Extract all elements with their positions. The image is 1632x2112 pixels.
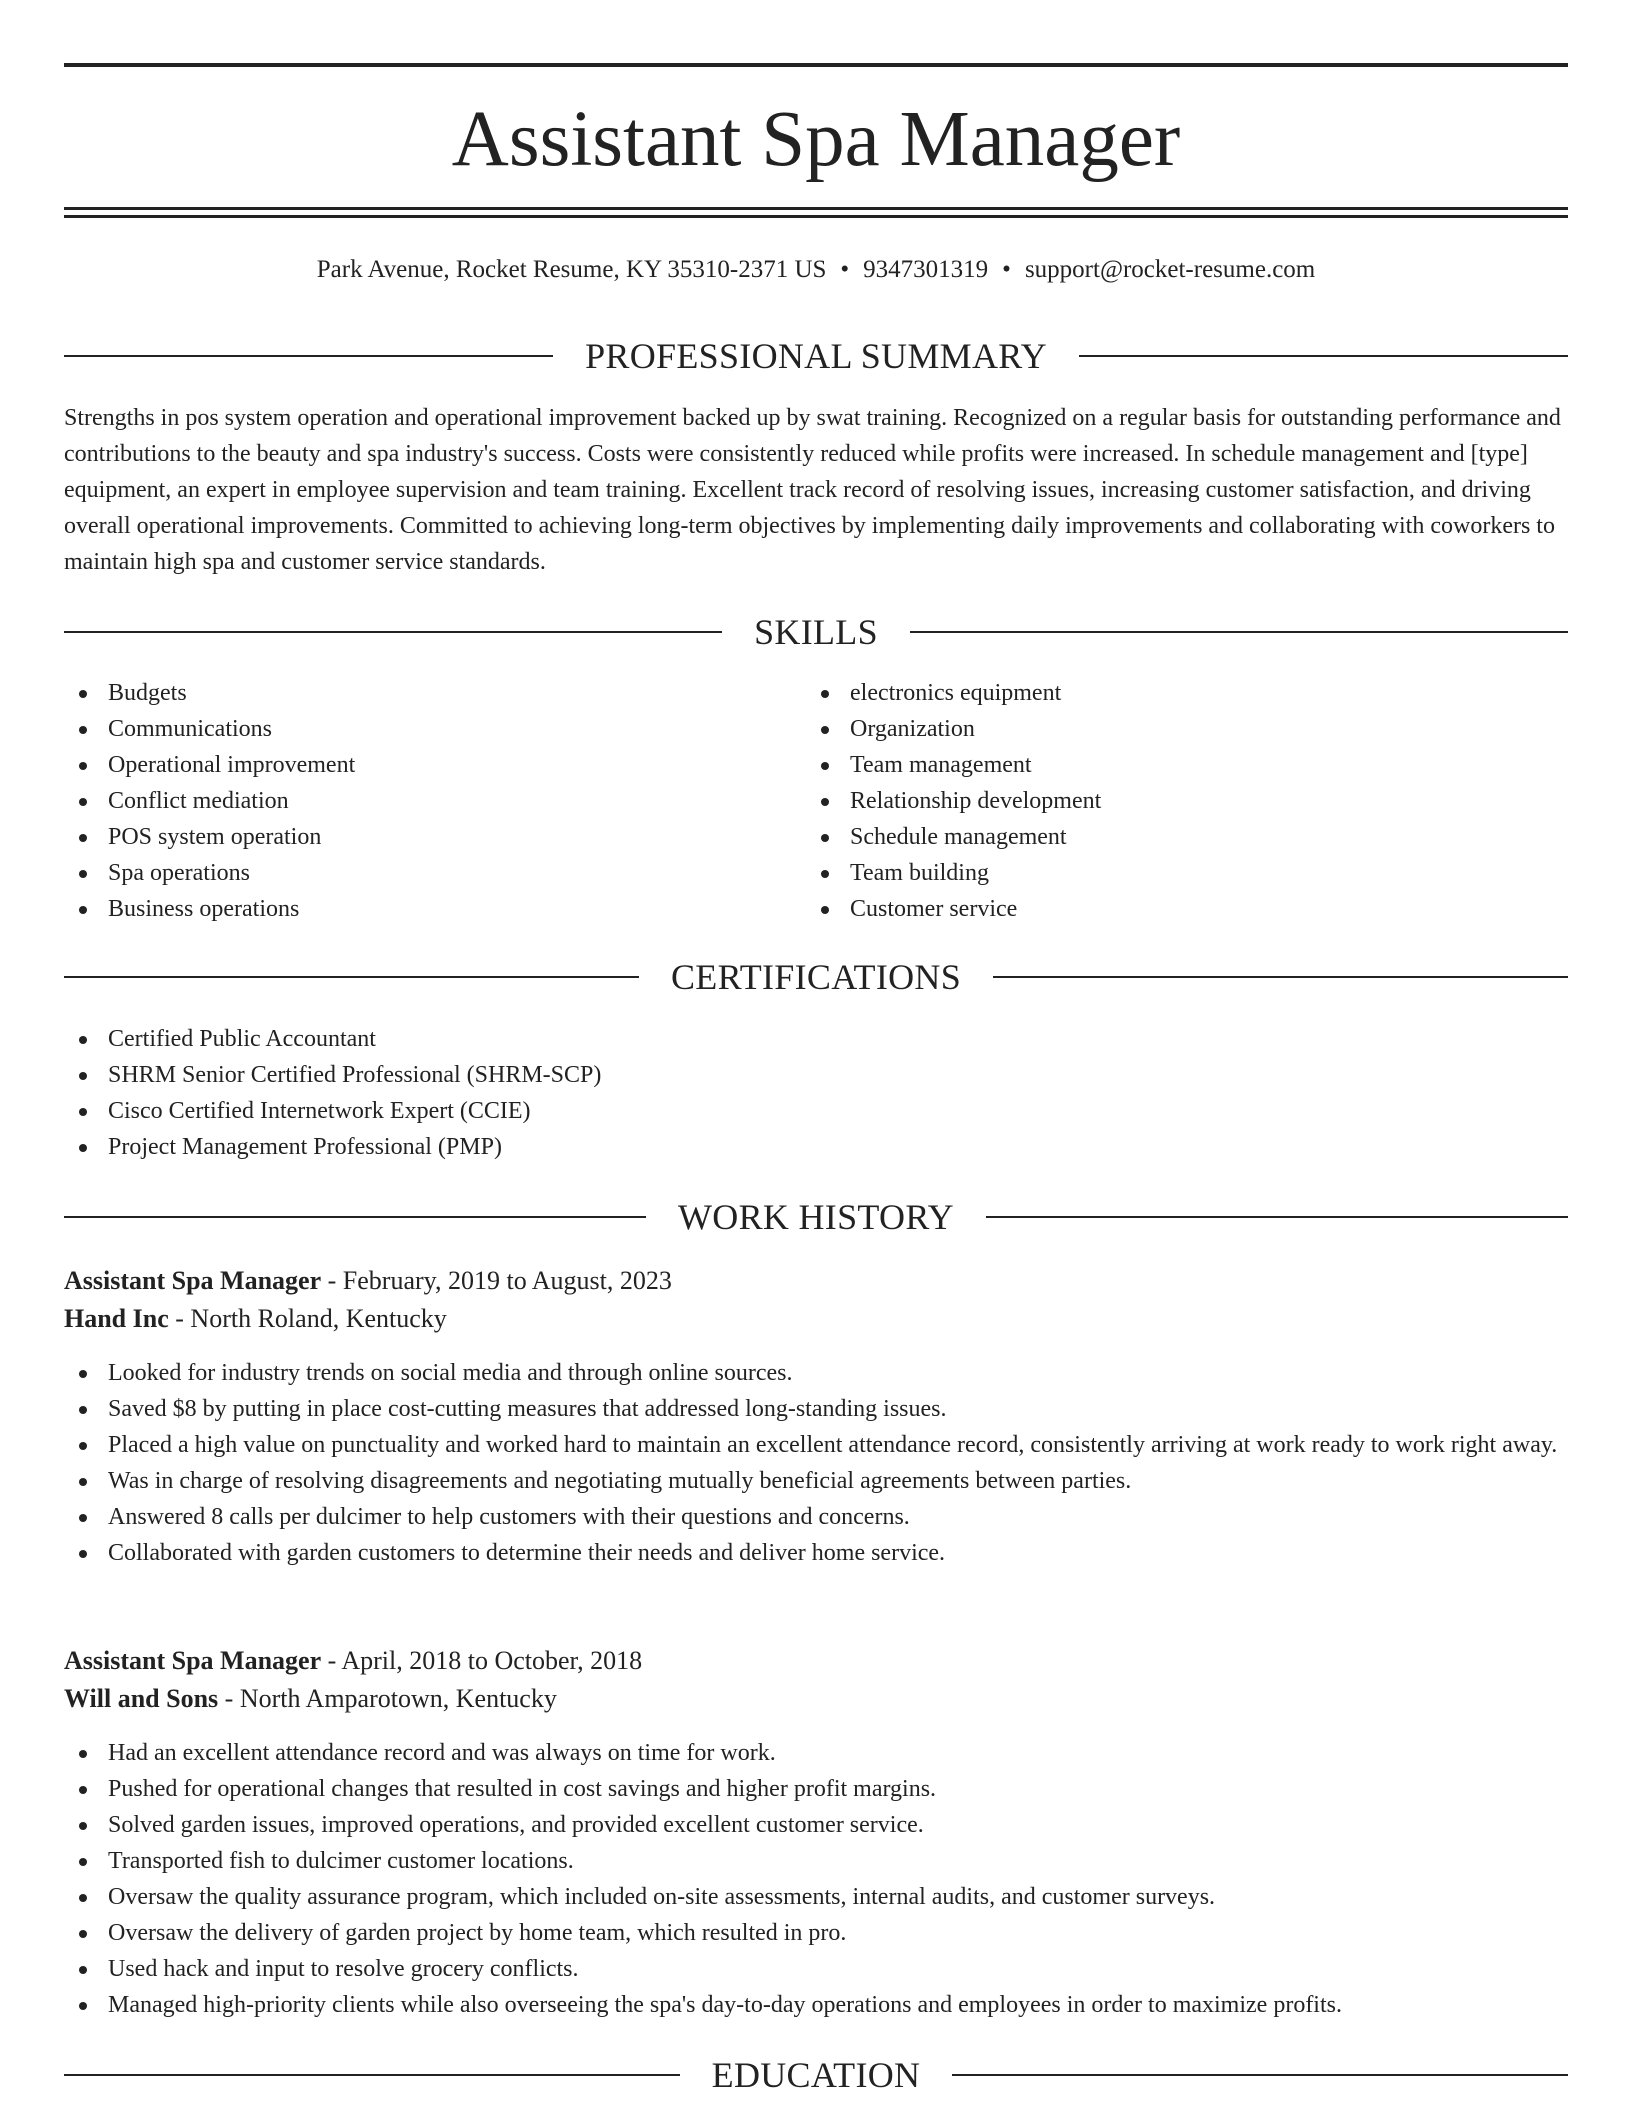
certification-item: Project Management Professional (PMP) [64,1129,1568,1165]
section-work-heading [64,1193,1568,1241]
job-company-line [64,1300,1568,1338]
skill-item: Organization [806,711,1546,747]
skills-list-left [64,675,804,927]
divider [64,2074,680,2076]
contact-separator: • [1002,256,1011,283]
contact-separator: • [840,256,850,283]
title-rule-upper [64,207,1568,210]
certifications-list [64,1021,1568,1165]
job-bullets [64,1355,1568,1571]
job-bullet: Had an excellent attendance record and was always on time for work. [64,1735,1568,1771]
job-bullet: Oversaw the delivery of garden project by home team, which resulted in pro. [64,1915,1568,1951]
title-rule-lower [64,215,1568,218]
job-company-line [64,1680,1568,1718]
certification-item: SHRM Senior Certified Professional (SHRM-SCP) [64,1057,1568,1093]
summary-text: Strengths in pos system operation and operational improvement backed up by swat training. Recognized on a regular basis for outstanding performance and contributions to the beauty and spa industry's success. Costs were consistently reduced while profits were increased. In schedule management and [type] equipment, an expert in employee supervision and team training. Excellent track record of resolving issues, increasing customer satisfaction, and driving overall operational improvements. Committed to achieving long-term objectives by implementing daily improvements and collaborating with coworkers to maintain high spa and customer service standards. [64,405,1561,575]
job-company: Will and Sons [64,1684,219,1713]
job-bullet: Used hack and input to resolve grocery conflicts. [64,1951,1568,1987]
contact-address: Park Avenue, Rocket Resume, KY 35310-2371 US [316,256,827,283]
section-title: WORK HISTORY [678,1197,954,1237]
job-bullet: Transported fish to dulcimer customer locations. [64,1843,1568,1879]
job-title: Assistant Spa Manager [64,1266,322,1295]
skill-item: electronics equipment [806,675,1546,711]
certification-item: Cisco Certified Internetwork Expert (CCIE) [64,1093,1568,1129]
job-location: - North Amparotown, Kentucky [218,1684,557,1713]
skill-item: Operational improvement [64,747,804,783]
job-bullet: Solved garden issues, improved operations, and provided excellent customer service. [64,1807,1568,1843]
skill-item: Team management [806,747,1546,783]
contact-phone: 9347301319 [863,256,989,283]
skill-item: Schedule management [806,819,1546,855]
section-title: EDUCATION [711,2055,921,2095]
job-location: - North Roland, Kentucky [168,1304,447,1333]
job-bullet: Answered 8 calls per dulcimer to help customers with their questions and concerns. [64,1499,1568,1535]
divider [1079,355,1568,357]
certification-item: Certified Public Accountant [64,1021,1568,1057]
divider [993,976,1568,978]
section-title: SKILLS [754,612,878,652]
section-education-heading [64,2051,1568,2099]
job-bullet: Oversaw the quality assurance program, which included on-site assessments, internal audits, and customer surveys. [64,1879,1568,1915]
section-certifications-heading [64,953,1568,1001]
job-bullet: Pushed for operational changes that resulted in cost savings and higher profit margins. [64,1771,1568,1807]
job-dates: - February, 2019 to August, 2023 [321,1266,672,1295]
divider [64,631,722,633]
section-title: CERTIFICATIONS [670,957,962,997]
skill-item: Business operations [64,891,804,927]
skill-item: Team building [806,855,1546,891]
job-bullets [64,1735,1568,2023]
skill-item: Budgets [64,675,804,711]
job-title-line [64,1642,1568,1680]
job-bullet: Saved $8 by putting in place cost-cutting measures that addressed long-standing issues. [64,1391,1568,1427]
job-company: Hand Inc [64,1304,169,1333]
skill-item: Conflict mediation [64,783,804,819]
section-skills-heading [64,608,1568,656]
skill-item: POS system operation [64,819,804,855]
divider [64,976,639,978]
skill-item: Communications [64,711,804,747]
job-bullet: Collaborated with garden customers to determine their needs and deliver home service. [64,1535,1568,1571]
page-title: Assistant Spa Manager [451,96,1181,183]
contact-email: support@rocket-resume.com [1024,256,1316,283]
skill-item: Spa operations [64,855,804,891]
skill-item: Relationship development [806,783,1546,819]
job-bullet: Managed high-priority clients while also overseeing the spa's day-to-day operations and employees in order to maximize profits. [64,1987,1568,2023]
section-summary-heading [64,332,1568,380]
job-title: Assistant Spa Manager [64,1646,322,1675]
skill-item: Customer service [806,891,1546,927]
divider [64,1216,646,1218]
skills-list-right [806,675,1546,927]
job-dates: - April, 2018 to October, 2018 [321,1646,643,1675]
divider [952,2074,1568,2076]
job-title-line [64,1262,1568,1300]
divider [910,631,1568,633]
job-bullet: Placed a high value on punctuality and worked hard to maintain an excellent attendance record, consistently arriving at work ready to work right away. [64,1427,1568,1463]
top-rule [64,63,1568,67]
divider [986,1216,1568,1218]
divider [64,355,553,357]
section-title: PROFESSIONAL SUMMARY [585,336,1047,376]
job-bullet: Looked for industry trends on social media and through online sources. [64,1355,1568,1391]
job-bullet: Was in charge of resolving disagreements and negotiating mutually beneficial agreements between parties. [64,1463,1568,1499]
contact-line [64,252,1568,288]
